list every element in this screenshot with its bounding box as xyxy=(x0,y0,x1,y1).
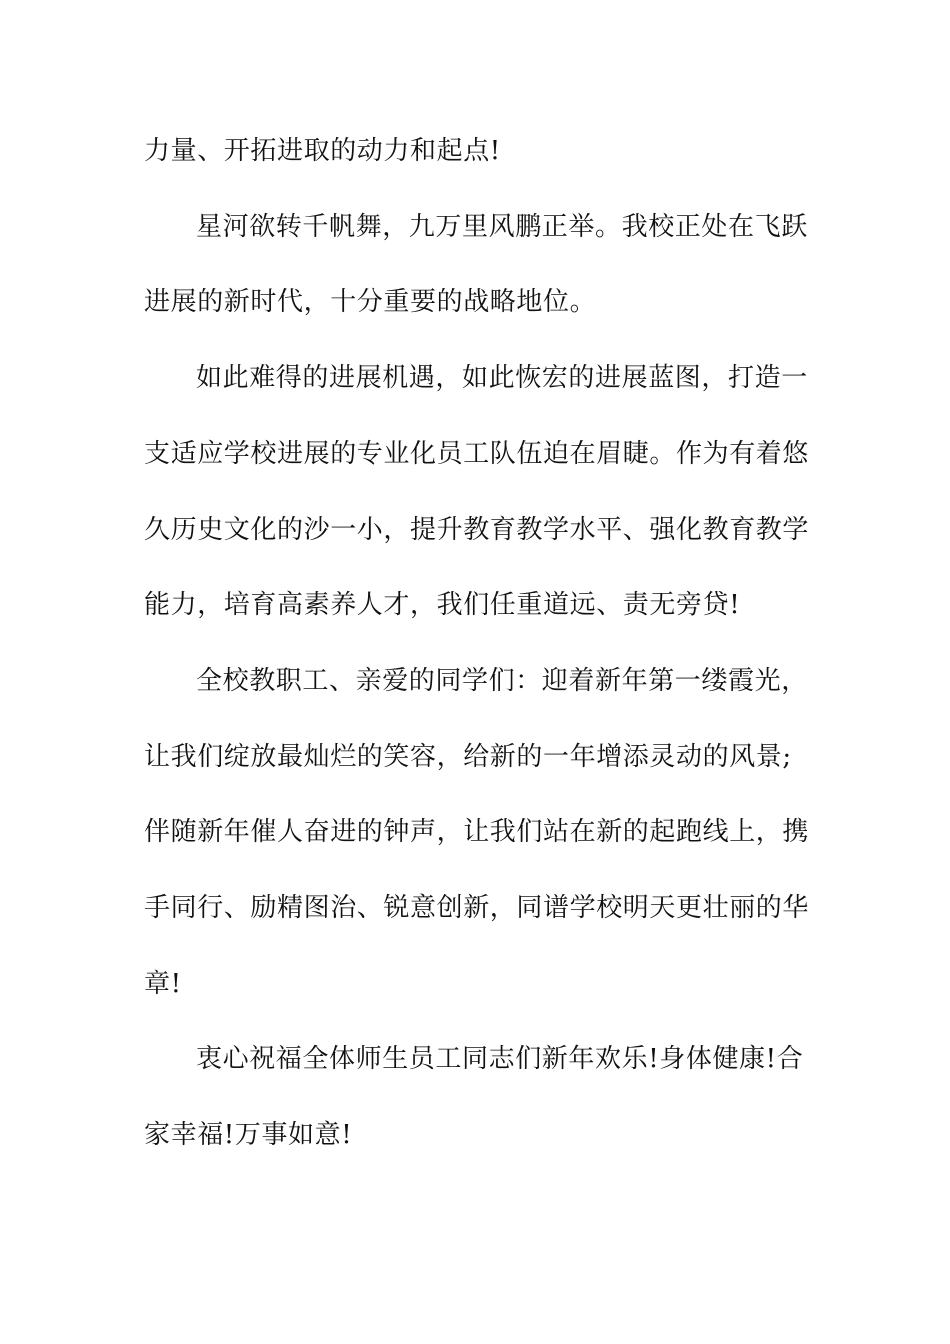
paragraph-new-era: 星河欲转千帆舞，九万里风鹏正举。我校正处在飞跃进展的新时代，十分重要的战略地位。 xyxy=(144,211,808,318)
paragraph-continuation: 力量、开拓进取的动力和起点! xyxy=(144,136,501,166)
document-body xyxy=(144,114,812,1174)
paragraph-blessing: 衷心祝福全体师生员工同志们新年欢乐!身体健康!合家幸福!万事如意! xyxy=(144,1044,804,1151)
paragraph-new-year-address: 全校教职工、亲爱的同学们：迎着新年第一缕霞光，让我们绽放最灿烂的笑容，给新的一年增添灵动的风景;伴随新年催人奋进的钟声，让我们站在新的起跑线上，携手同行、励精图治、锐意创新，同谱学校明天更壮丽的华章! xyxy=(144,665,810,999)
paragraph-development: 如此难得的进展机遇，如此恢宏的进展蓝图，打造一支适应学校进展的专业化员工队伍迫在眉睫。作为有着悠久历史文化的沙一小，提升教育教学水平、强化教育教学能力，培育高素养人才，我们任重道远、责无旁贷! xyxy=(144,363,810,621)
